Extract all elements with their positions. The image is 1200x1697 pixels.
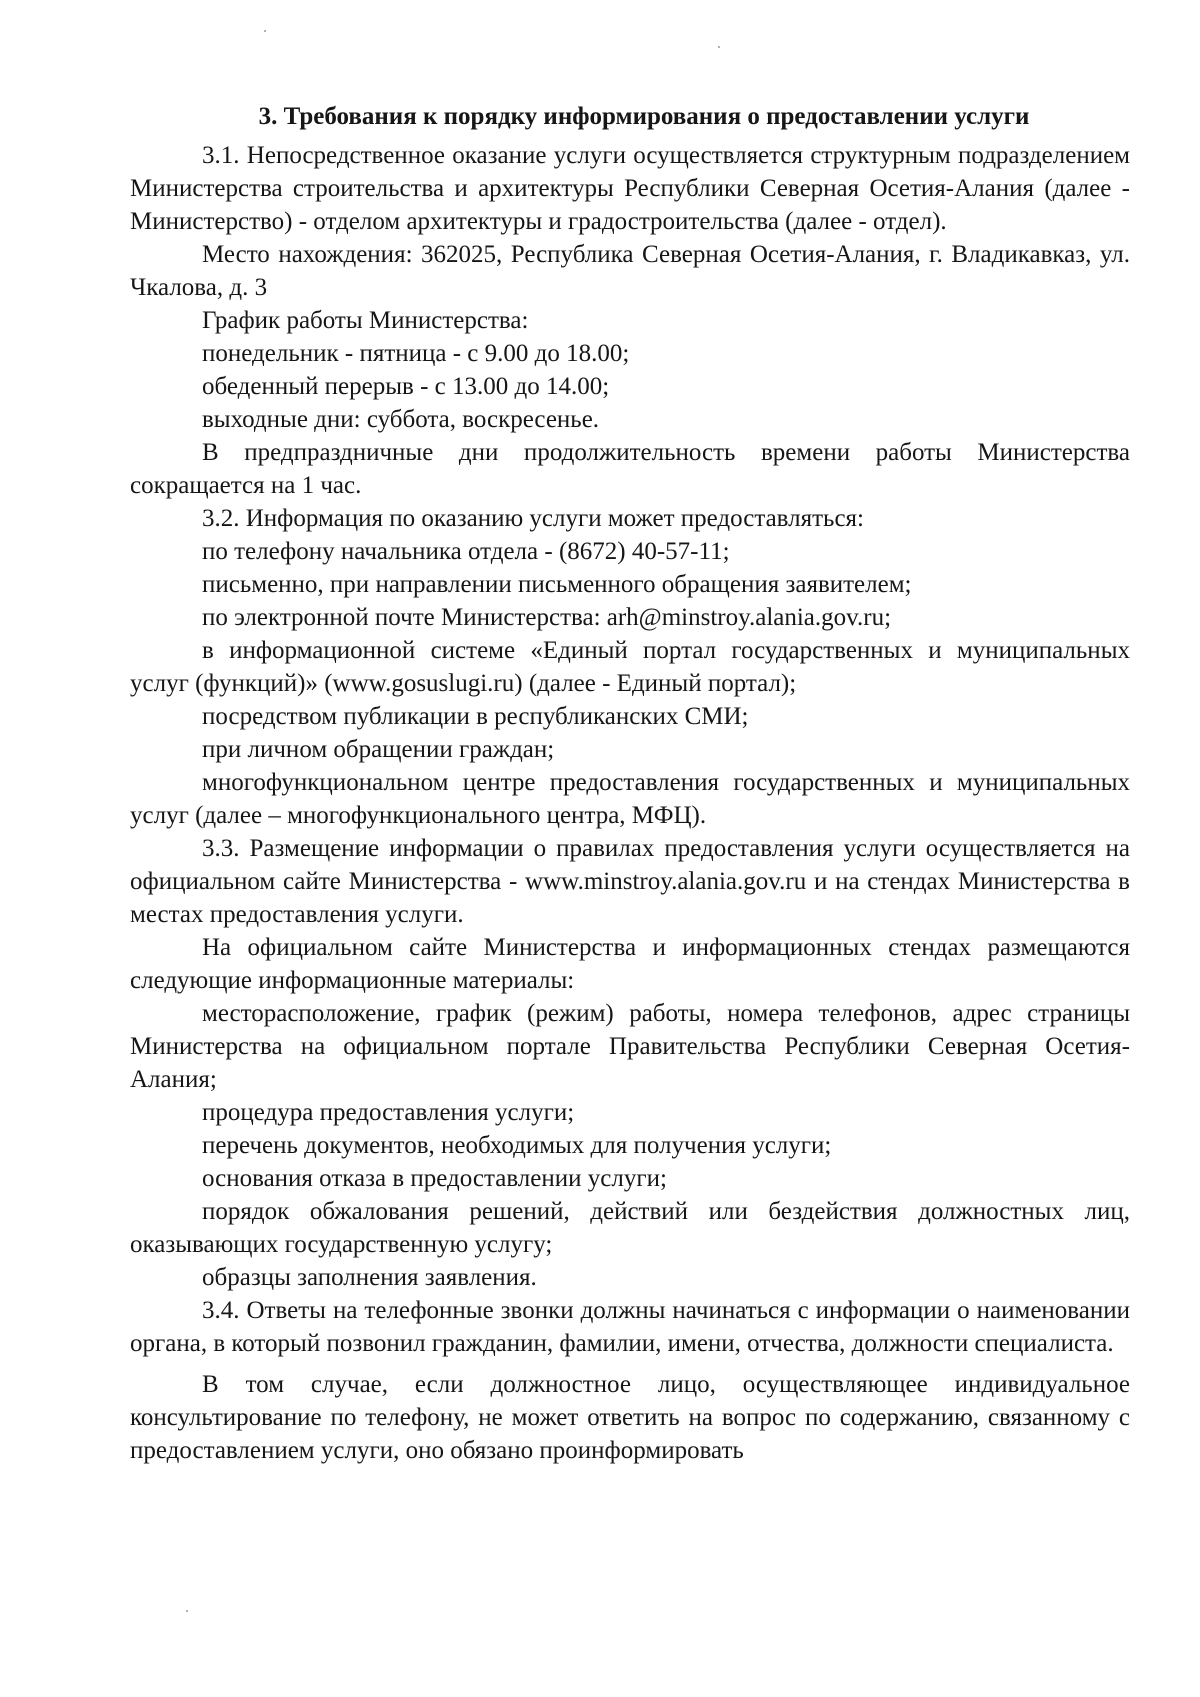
paragraph: по телефону начальника отдела - (8672) 40-57-11; bbox=[202, 538, 730, 565]
paragraph: 3.1. Непосредственное оказание услуги осуществляется структурным подразделением Министерства строительства и архитектуры Республики Северная Осетия-Алания (далее - Министерство) - отделом архитектуры и градостроительства (далее - отдел). bbox=[130, 142, 1130, 235]
scan-speck bbox=[264, 30, 266, 32]
paragraph: образцы заполнения заявления. bbox=[202, 1264, 537, 1291]
paragraph: письменно, при направлении письменного обращения заявителем; bbox=[202, 571, 912, 598]
paragraph: месторасположение, график (режим) работы, номера телефонов, адрес страницы Министерства на официальном портале Правительства Республики Северная Осетия-Алания; bbox=[130, 1000, 1130, 1093]
paragraph: 3.2. Информация по оказанию услуги может предоставляться: bbox=[202, 505, 864, 532]
document-body bbox=[130, 139, 1130, 1467]
paragraph: выходные дни: суббота, воскресенье. bbox=[202, 406, 600, 433]
paragraph: порядок обжалования решений, действий или бездействия должностных лиц, оказывающих государственную услугу; bbox=[130, 1198, 1130, 1258]
paragraph: В предпраздничные дни продолжительность времени работы Министерства сокращается на 1 час. bbox=[130, 439, 1130, 499]
scan-speck bbox=[718, 46, 720, 48]
paragraph: График работы Министерства: bbox=[202, 307, 529, 334]
paragraph: 3.4. Ответы на телефонные звонки должны начинаться с информации о наименовании органа, в который позвонил гражданин, фамилии, имени, отчества, должности специалиста. bbox=[130, 1297, 1130, 1357]
paragraph: процедура предоставления услуги; bbox=[202, 1099, 575, 1126]
paragraph: обеденный перерыв - с 13.00 до 14.00; bbox=[202, 373, 610, 400]
paragraph: На официальном сайте Министерства и информационных стендах размещаются следующие информационные материалы: bbox=[130, 934, 1130, 994]
paragraph: по электронной почте Министерства: arh@minstroy.alania.gov.ru; bbox=[202, 604, 892, 631]
paragraph: понедельник - пятница - с 9.00 до 18.00; bbox=[202, 340, 630, 367]
paragraph: посредством публикации в республиканских СМИ; bbox=[202, 703, 749, 730]
section-heading: 3. Требования к порядку информирования о предоставлении услуги bbox=[258, 103, 1030, 130]
document-page bbox=[130, 100, 1130, 1467]
scan-speck bbox=[186, 1610, 188, 1612]
paragraph: многофункциональном центре предоставления государственных и муниципальных услуг (далее – многофункционального центра, МФЦ). bbox=[130, 769, 1130, 829]
paragraph: при личном обращении граждан; bbox=[202, 736, 555, 763]
paragraph: 3.3. Размещение информации о правилах предоставления услуги осуществляется на официальном сайте Министерства - www.minstroy.alania.gov.ru и на стендах Министерства в местах предоставления услуги. bbox=[130, 835, 1130, 928]
paragraph: В том случае, если должностное лицо, осуществляющее индивидуальное консультирование по телефону, не может ответить на вопрос по содержанию, связанному с предоставлением услуги, оно обязано проинформировать bbox=[130, 1371, 1130, 1464]
paragraph: основания отказа в предоставлении услуги; bbox=[202, 1165, 667, 1192]
paragraph: перечень документов, необходимых для получения услуги; bbox=[202, 1132, 832, 1159]
paragraph: Место нахождения: 362025, Республика Северная Осетия-Алания, г. Владикавказ, ул. Чкалова, д. 3 bbox=[130, 241, 1130, 301]
paragraph: в информационной системе «Единый портал государственных и муниципальных услуг (функций)» (www.gosuslugi.ru) (далее - Единый портал); bbox=[130, 637, 1130, 697]
